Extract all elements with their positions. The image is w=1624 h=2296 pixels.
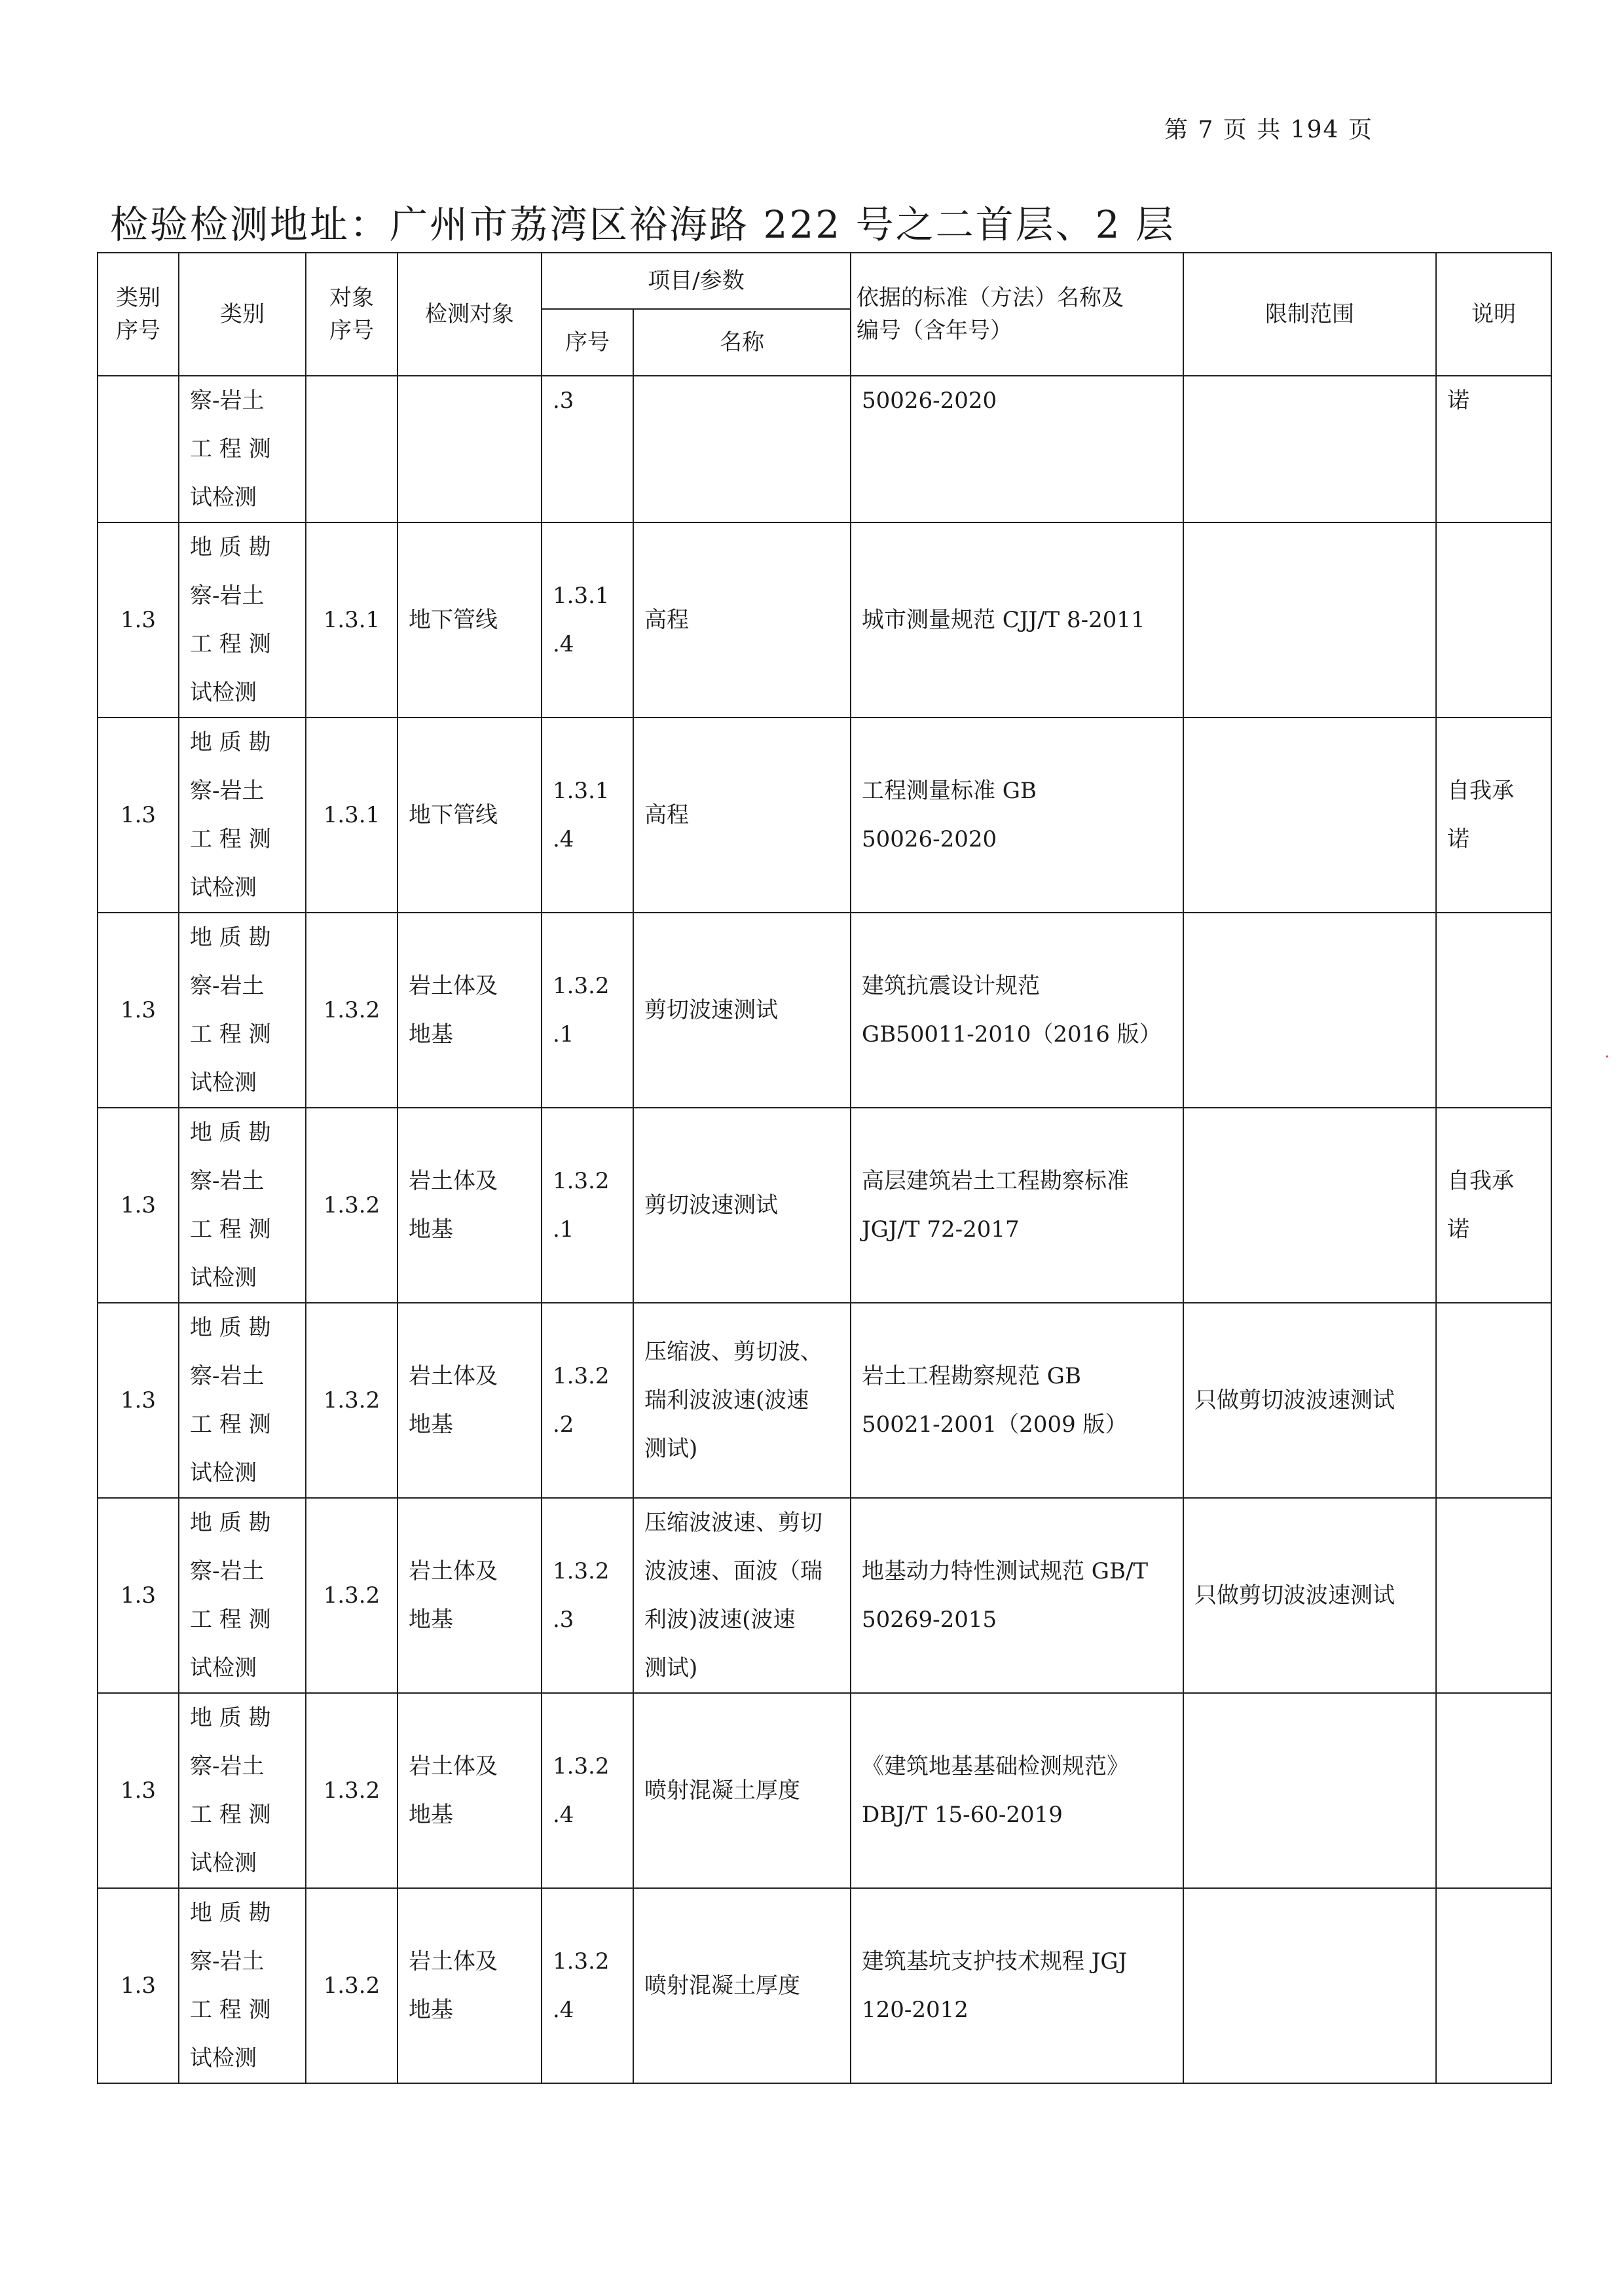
cell-object: 地下管线 (397, 718, 542, 913)
header-limit: 限制范围 (1183, 253, 1436, 376)
cell-object-no: 1.3.2 (306, 1108, 397, 1303)
cell-note: 自我承 诺 (1436, 718, 1551, 913)
cell-object-no: 1.3.2 (306, 1303, 397, 1498)
table-row (98, 1498, 1551, 1693)
cell-category-no: 1.3 (98, 718, 179, 913)
cell-object: 岩土体及 地基 (397, 1693, 542, 1888)
cell-standard: 50026-2020 (851, 376, 1183, 522)
cell-item-name: 喷射混凝土厚度 (633, 1888, 851, 2083)
cell-object: 岩土体及 地基 (397, 1888, 542, 2083)
cell-standard: 高层建筑岩土工程勘察标准 JGJ/T 72-2017 (851, 1108, 1183, 1303)
table-row (98, 522, 1551, 718)
cell-category-no: 1.3 (98, 913, 179, 1108)
cell-item-no: 1.3.2 .3 (542, 1498, 633, 1693)
header-object-no: 对象 序号 (306, 253, 397, 376)
cell-category-no: 1.3 (98, 522, 179, 718)
table-row (98, 1108, 1551, 1303)
cell-limit (1183, 376, 1436, 522)
cell-limit (1183, 522, 1436, 718)
page-number: 第 7 页 共 194 页 (1164, 117, 1373, 143)
cell-item-name: 压缩波、剪切波、 瑞利波波速(波速 测试) (633, 1303, 851, 1498)
header-category-no: 类别 序号 (98, 253, 179, 376)
cell-category: 地 质 勘 察-岩土 工 程 测 试检测 (179, 1498, 306, 1693)
cell-category-no (98, 376, 179, 522)
cell-object-no: 1.3.2 (306, 1498, 397, 1693)
cell-item-name (633, 376, 851, 522)
cell-object (397, 376, 542, 522)
cell-item-name: 剪切波速测试 (633, 1108, 851, 1303)
cell-standard: 地基动力特性测试规范 GB/T 50269-2015 (851, 1498, 1183, 1693)
table-body (98, 376, 1551, 2083)
cell-object: 岩土体及 地基 (397, 1108, 542, 1303)
header-item-param: 项目/参数 (542, 253, 851, 309)
cell-category-no: 1.3 (98, 1108, 179, 1303)
cell-item-name: 喷射混凝土厚度 (633, 1693, 851, 1888)
header-note: 说明 (1436, 253, 1551, 376)
cell-standard: 建筑抗震设计规范 GB50011-2010（2016 版） (851, 913, 1183, 1108)
cell-limit (1183, 1693, 1436, 1888)
cell-category: 地 质 勘 察-岩土 工 程 测 试检测 (179, 1108, 306, 1303)
cell-object: 地下管线 (397, 522, 542, 718)
table-row (98, 913, 1551, 1108)
page-title: 检验检测地址：广州市荔湾区裕海路 222 号之二首层、2 层 (110, 202, 1175, 247)
cell-object: 岩土体及 地基 (397, 1498, 542, 1693)
seal-mark: · (1604, 1048, 1610, 1067)
cell-object-no: 1.3.1 (306, 522, 397, 718)
cell-object: 岩土体及 地基 (397, 913, 542, 1108)
table-row (98, 1303, 1551, 1498)
cell-item-name: 高程 (633, 522, 851, 718)
cell-limit (1183, 1108, 1436, 1303)
cell-category: 地 质 勘 察-岩土 工 程 测 试检测 (179, 913, 306, 1108)
cell-note (1436, 1303, 1551, 1498)
cell-note (1436, 1693, 1551, 1888)
cell-note (1436, 1888, 1551, 2083)
cell-category: 察-岩土 工 程 测 试检测 (179, 376, 306, 522)
cell-limit (1183, 913, 1436, 1108)
cell-item-no: 1.3.2 .4 (542, 1693, 633, 1888)
cell-category: 地 质 勘 察-岩土 工 程 测 试检测 (179, 1693, 306, 1888)
table-row (98, 1888, 1551, 2083)
header-standard: 依据的标准（方法）名称及 编号（含年号） (851, 253, 1183, 376)
cell-category-no: 1.3 (98, 1498, 179, 1693)
cell-note: 自我承 诺 (1436, 1108, 1551, 1303)
table-row (98, 1693, 1551, 1888)
cell-note (1436, 522, 1551, 718)
cell-category-no: 1.3 (98, 1303, 179, 1498)
cell-object-no: 1.3.2 (306, 1888, 397, 2083)
cell-item-no: 1.3.2 .1 (542, 913, 633, 1108)
table-row (98, 718, 1551, 913)
cell-item-no: 1.3.2 .4 (542, 1888, 633, 2083)
cell-category: 地 质 勘 察-岩土 工 程 测 试检测 (179, 1303, 306, 1498)
cell-note: 诺 (1436, 376, 1551, 522)
cell-standard: 工程测量标准 GB 50026-2020 (851, 718, 1183, 913)
cell-category: 地 质 勘 察-岩土 工 程 测 试检测 (179, 1888, 306, 2083)
table-row (98, 376, 1551, 522)
header-object: 检测对象 (397, 253, 542, 376)
cell-category: 地 质 勘 察-岩土 工 程 测 试检测 (179, 522, 306, 718)
cell-item-no: .3 (542, 376, 633, 522)
cell-item-no: 1.3.1 .4 (542, 718, 633, 913)
cell-limit (1183, 718, 1436, 913)
cell-item-no: 1.3.1 .4 (542, 522, 633, 718)
cell-object: 岩土体及 地基 (397, 1303, 542, 1498)
cell-limit (1183, 1888, 1436, 2083)
cell-object-no (306, 376, 397, 522)
cell-category-no: 1.3 (98, 1888, 179, 2083)
cell-item-no: 1.3.2 .1 (542, 1108, 633, 1303)
cell-item-name: 高程 (633, 718, 851, 913)
cell-standard: 建筑基坑支护技术规程 JGJ 120-2012 (851, 1888, 1183, 2083)
cell-object-no: 1.3.1 (306, 718, 397, 913)
header-row (98, 253, 1551, 309)
cell-category: 地 质 勘 察-岩土 工 程 测 试检测 (179, 718, 306, 913)
cell-standard: 城市测量规范 CJJ/T 8-2011 (851, 522, 1183, 718)
cell-standard: 岩土工程勘察规范 GB 50021-2001（2009 版） (851, 1303, 1183, 1498)
cell-standard: 《建筑地基基础检测规范》 DBJ/T 15-60-2019 (851, 1693, 1183, 1888)
cell-category-no: 1.3 (98, 1693, 179, 1888)
header-item-name: 名称 (633, 309, 851, 376)
cell-object-no: 1.3.2 (306, 1693, 397, 1888)
cell-note (1436, 1498, 1551, 1693)
cell-limit: 只做剪切波波速测试 (1183, 1498, 1436, 1693)
cell-limit: 只做剪切波波速测试 (1183, 1303, 1436, 1498)
cell-item-name: 剪切波速测试 (633, 913, 851, 1108)
cell-item-name: 压缩波波速、剪切 波波速、面波（瑞 利波)波速(波速 测试) (633, 1498, 851, 1693)
header-category: 类别 (179, 253, 306, 376)
cell-item-no: 1.3.2 .2 (542, 1303, 633, 1498)
header-item-no: 序号 (542, 309, 633, 376)
cell-note (1436, 913, 1551, 1108)
accreditation-table (97, 252, 1552, 2084)
cell-object-no: 1.3.2 (306, 913, 397, 1108)
